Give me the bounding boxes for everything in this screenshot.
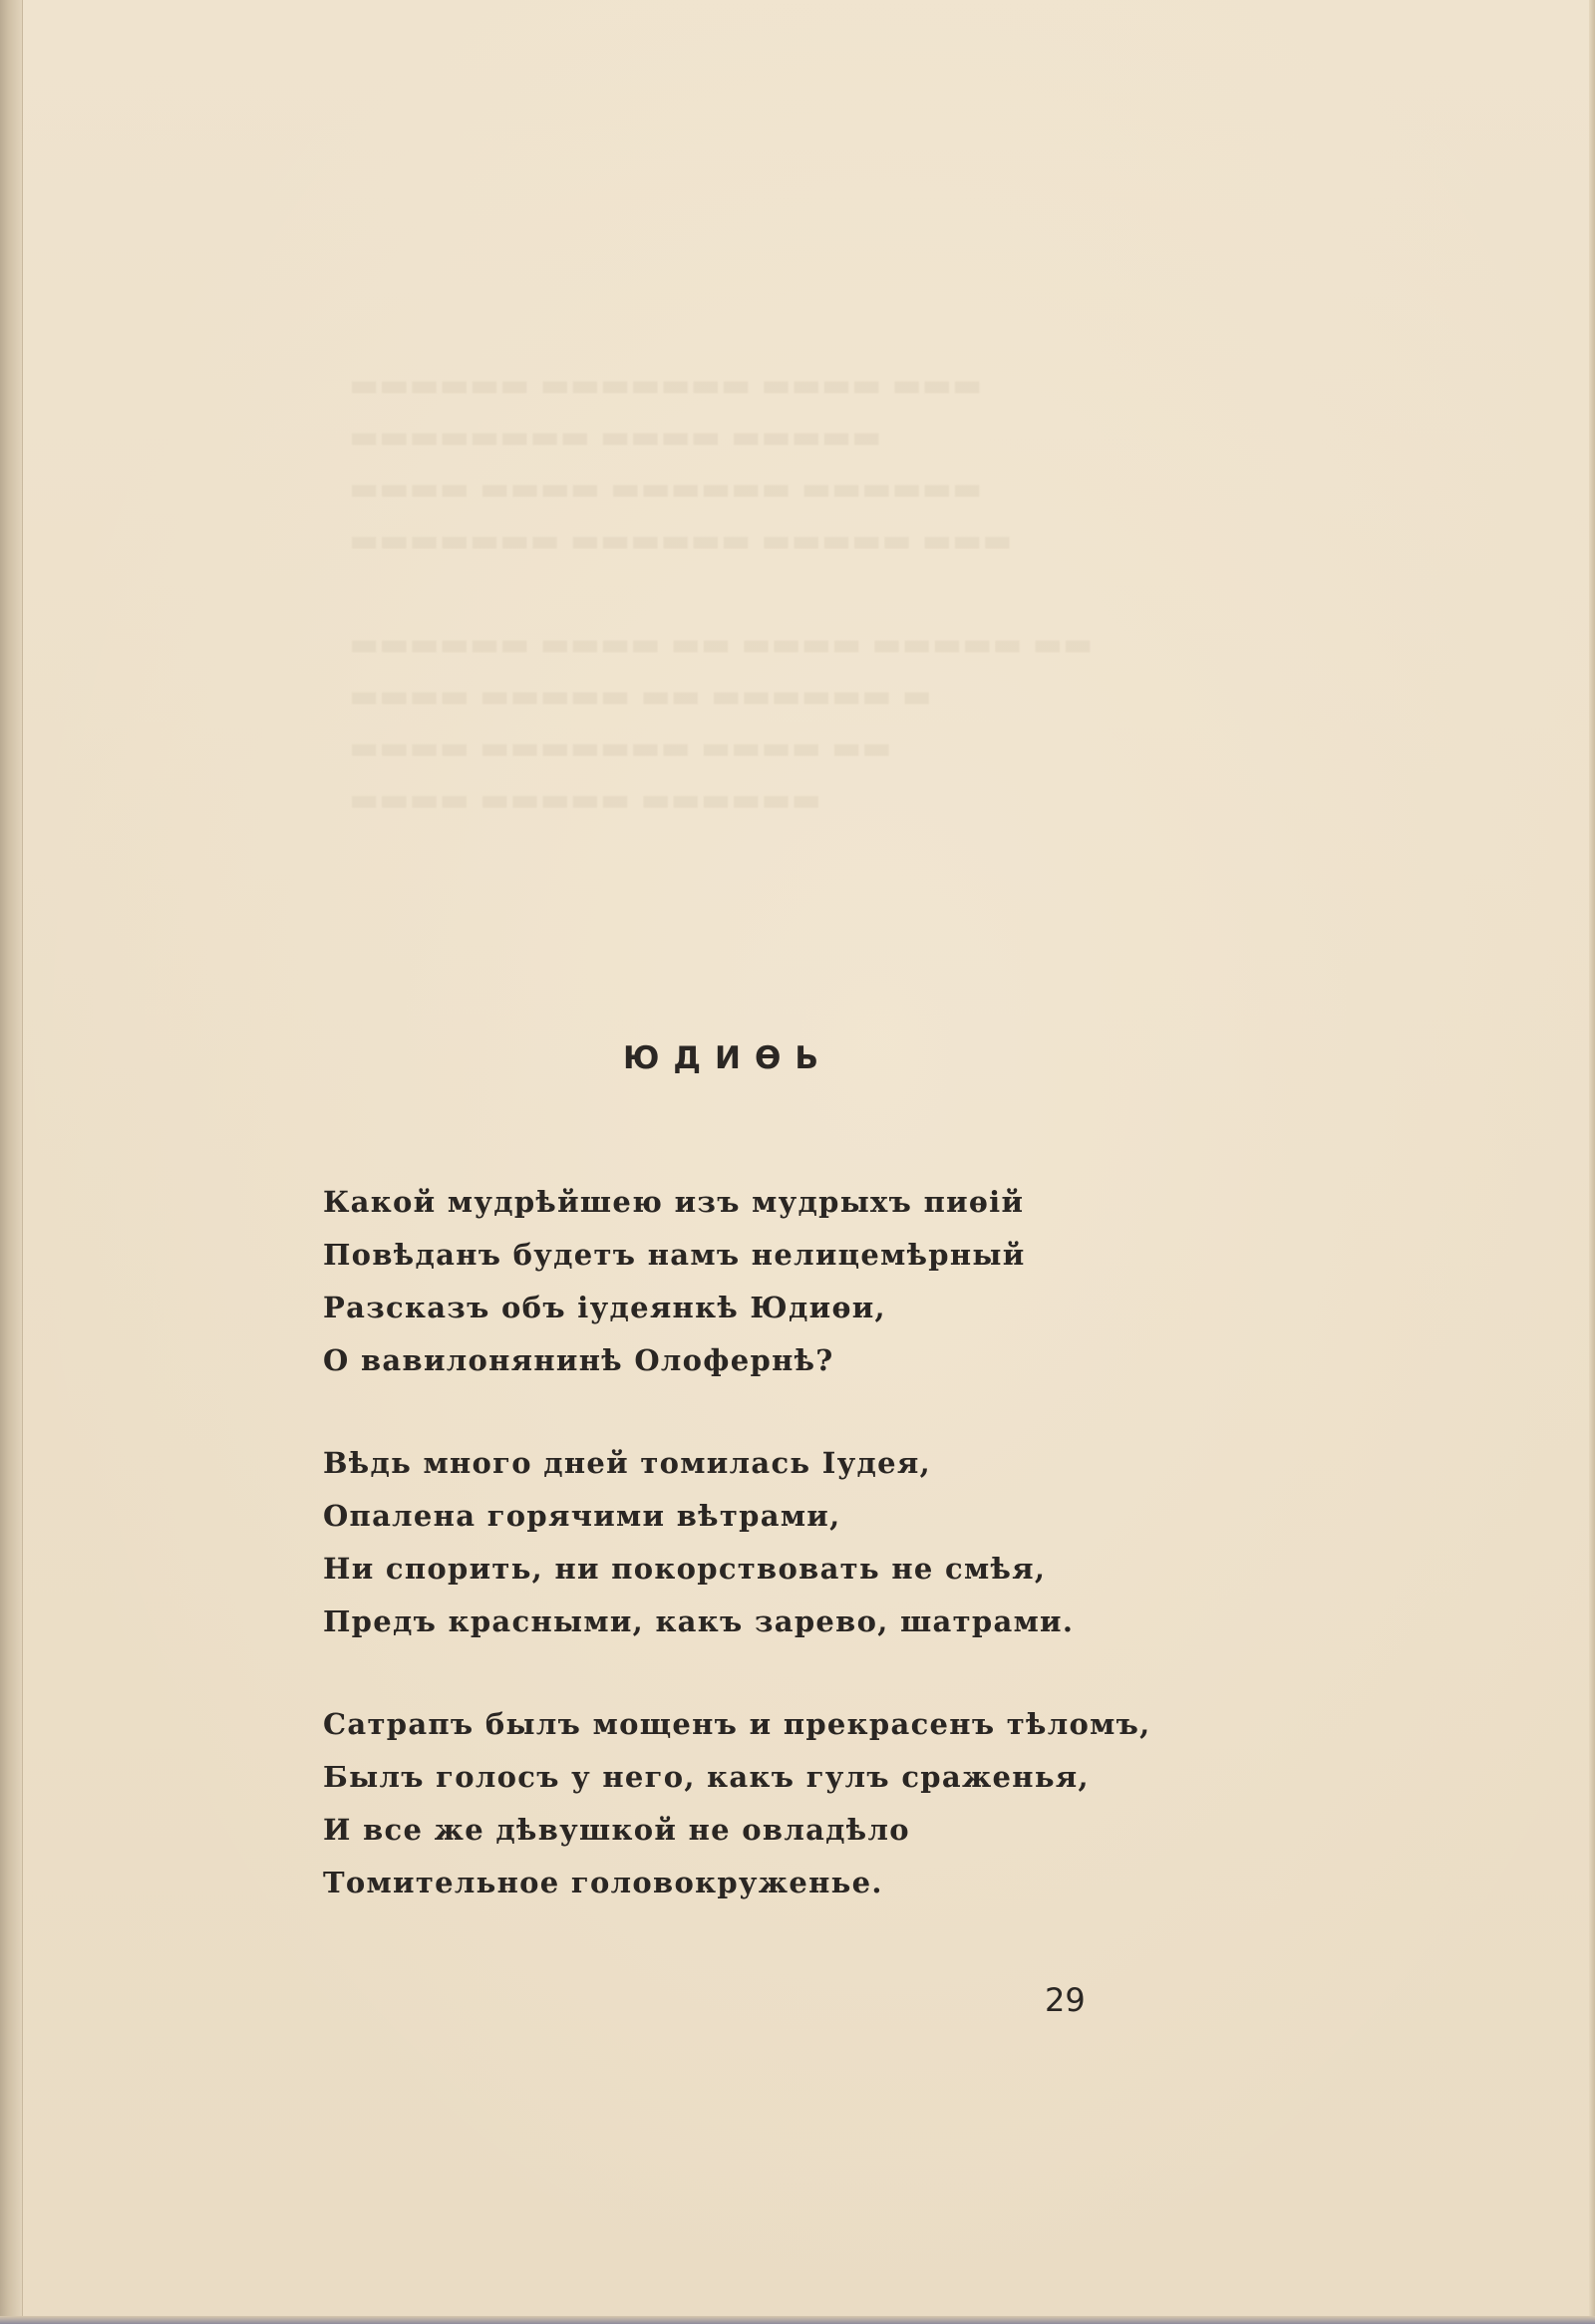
book-spine [0, 0, 23, 2324]
poem-body [323, 1176, 1220, 1959]
poem-line: Вѣдь много дней томилась Іудея, [323, 1446, 932, 1480]
poem-line: Повѣданъ будетъ намъ нелицемѣрный [323, 1238, 1026, 1272]
page-number: 29 [1045, 1981, 1086, 2019]
poem-line: Ни спорить, ни покорствовать не смѣя, [323, 1552, 1047, 1586]
poem-line: Опалена горячими вѣтрами, [323, 1499, 841, 1533]
show-through-text: ▬▬▬ ▬▬▬▬ ▬▬▬▬▬▬▬ ▬▬▬▬▬▬ ▬▬▬▬▬ ▬▬▬▬ ▬▬▬▬▬▬▬▬ ▬▬▬▬▬▬ ▬▬▬▬▬▬ ▬▬▬▬ ▬▬▬▬ ▬▬▬ ▬▬▬▬▬ ▬▬▬▬▬▬ ▬▬▬▬▬▬▬ ▬▬ ▬▬▬▬▬ ▬▬▬▬ ▬▬ ▬▬▬▬ ▬▬▬▬▬▬ ▬ ▬▬▬▬▬▬ ▬▬ ▬▬▬▬▬ ▬▬▬▬ ▬▬ ▬▬▬▬ ▬▬▬▬▬▬▬ ▬▬▬▬ ▬▬▬▬▬▬ ▬▬▬▬▬ ▬▬▬▬ [349, 366, 1094, 818]
poem-line: Разсказъ объ іудеянкѣ Юдиѳи, [323, 1291, 886, 1324]
poem-title: ЮДИѲЬ [623, 1040, 832, 1076]
stanza [323, 1437, 1220, 1648]
poem-line: О вавилонянинѣ Олофернѣ? [323, 1343, 834, 1377]
scan-bottom-edge [0, 2316, 1595, 2324]
stanza [323, 1176, 1220, 1387]
poem-line: Сатрапъ былъ мощенъ и прекрасенъ тѣломъ, [323, 1707, 1151, 1741]
stanza [323, 1698, 1220, 1909]
poem-line: И все же дѣвушкой не овладѣло [323, 1813, 910, 1847]
poem-line: Былъ голосъ у него, какъ гулъ сраженья, [323, 1760, 1090, 1794]
poem-line: Какой мудрѣйшею изъ мудрыхъ пиѳій [323, 1185, 1025, 1219]
poem-line: Предъ красными, какъ зарево, шатрами. [323, 1604, 1075, 1638]
page-edge [1589, 0, 1595, 2324]
poem-line: Томительное головокруженье. [323, 1866, 883, 1899]
